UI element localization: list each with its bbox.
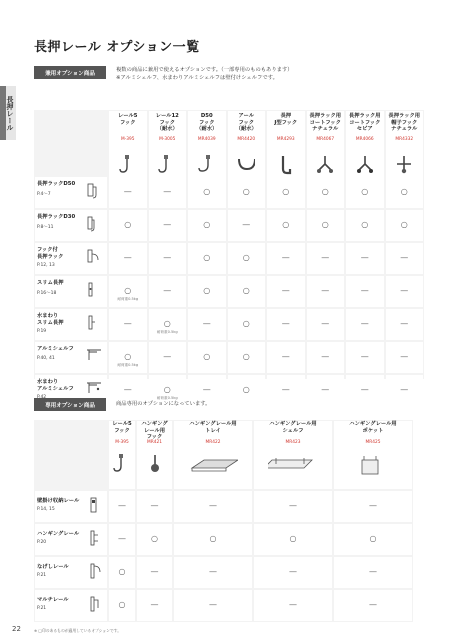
product-code: MR4067 [316, 137, 335, 142]
row-name: 長押ラックD30 [37, 214, 76, 220]
compat-mark: — [209, 501, 217, 510]
row-page-ref: P.20 [37, 540, 47, 545]
row-name: 水まわり アルミシェルフ [37, 379, 74, 392]
compat-mark: — [150, 567, 159, 576]
rail-product-icon [88, 595, 102, 615]
product-code: MR425 [365, 440, 381, 445]
compat-mark: — [321, 286, 330, 295]
product-code: MR4332 [395, 137, 414, 142]
column-name: 長押 J型フック [274, 113, 298, 126]
compat-mark: — [281, 253, 290, 262]
row-name: ハンギングレール [37, 531, 80, 537]
hook-product-icon [119, 155, 137, 175]
hook-product-icon [316, 155, 334, 175]
compat-mark: ○ [321, 187, 329, 196]
hook-product-icon [158, 155, 176, 175]
product-code: MR4066 [355, 137, 374, 142]
column-name: 長押ラック用 帽子フック ナチュラル [388, 113, 421, 132]
section1-desc-line1: 複数の商品に兼用で使えるオプションです。（一部専用のものもあります） [116, 67, 293, 73]
option-product-icon [348, 454, 398, 478]
column-name: アール フック （耐水） [235, 113, 257, 132]
row-name: マルチレール [37, 597, 69, 603]
row-name: 水まわり スリム長押 [37, 313, 64, 326]
load-note: 耐荷重0.5kg [156, 396, 178, 400]
compat-mark: ○ [203, 253, 211, 262]
compat-mark: ○ [282, 187, 290, 196]
compat-mark: ○ [203, 352, 211, 361]
row-name: フック付 長押ラック [37, 247, 64, 260]
product-code: MR423 [285, 440, 301, 445]
rail-product-icon [86, 314, 104, 332]
compat-mark: — [289, 600, 297, 609]
compat-mark: ○ [163, 385, 171, 394]
compat-mark: ○ [242, 253, 250, 262]
product-code: MR4039 [197, 137, 216, 142]
compat-mark: — [321, 385, 330, 394]
section2-desc: 商品専用のオプションになっています。 [116, 401, 211, 407]
compat-mark: — [321, 352, 330, 361]
compat-mark: — [360, 253, 369, 262]
rail-product-icon [86, 281, 104, 299]
compat-mark: ○ [400, 187, 408, 196]
compat-mark: — [400, 253, 409, 262]
row-page-ref: P.12, 13 [37, 263, 55, 268]
footnote: ※ □印のあるものが適用しているオプションです。 [34, 628, 122, 633]
row-name: スリム長押 [37, 280, 64, 286]
compat-mark: — [289, 567, 297, 576]
product-code: M-395 [121, 137, 135, 142]
compat-mark: — [150, 600, 159, 609]
load-note: 耐荷重0.5kg [117, 363, 139, 367]
compat-mark: ○ [282, 220, 290, 229]
row-page-ref: P.21 [37, 573, 47, 578]
compat-mark: ○ [203, 220, 211, 229]
compat-mark: — [242, 220, 251, 229]
product-code: MR4293 [276, 137, 295, 142]
compat-mark: ○ [369, 534, 377, 543]
compat-mark: ○ [242, 319, 250, 328]
compat-mark: — [281, 319, 290, 328]
compat-mark: — [369, 600, 377, 609]
rail-product-icon [88, 529, 102, 549]
compat-mark: — [163, 253, 172, 262]
compat-mark: ○ [203, 187, 211, 196]
row-page-ref: P.40, 41 [37, 356, 55, 361]
compat-mark: — [202, 385, 211, 394]
compat-mark: ○ [124, 286, 132, 295]
compat-mark: ○ [321, 220, 329, 229]
compat-mark: ○ [242, 286, 250, 295]
rail-product-icon [86, 182, 104, 200]
compat-mark: — [321, 319, 330, 328]
column-name: ハンギングレール用 トレイ [189, 421, 237, 434]
compat-mark: — [281, 352, 290, 361]
row-page-ref: P.19 [37, 329, 47, 334]
compat-mark: — [123, 319, 132, 328]
option-product-icon [268, 454, 318, 478]
option-product-icon [113, 454, 131, 478]
column-name: 長押ラック用 コートフック ナチュラル [309, 113, 342, 132]
compat-mark: — [400, 385, 409, 394]
hook-product-icon [237, 155, 255, 175]
section1-label: 兼用オプション商品 [34, 66, 106, 79]
column-name: D50 フック （耐水） [196, 113, 218, 132]
compat-mark: — [123, 253, 132, 262]
compat-mark: — [321, 253, 330, 262]
side-tab-marker [0, 86, 6, 140]
rail-product-icon [86, 248, 104, 266]
section2-label: 専用オプション商品 [34, 398, 106, 411]
compat-mark: — [202, 319, 211, 328]
column-name: ハンギングレール用 シェルフ [269, 421, 317, 434]
compat-mark: ○ [124, 352, 132, 361]
page-title: 長押レール オプション一覧 [34, 40, 200, 55]
compat-mark: — [163, 220, 172, 229]
row-page-ref: P.4〜7 [37, 192, 51, 197]
compat-mark: — [400, 319, 409, 328]
row-name: なげしレール [37, 564, 69, 570]
compat-mark: ○ [203, 286, 211, 295]
compat-mark: ○ [242, 352, 250, 361]
compat-mark: — [360, 286, 369, 295]
compat-mark: — [400, 352, 409, 361]
compat-mark: — [369, 501, 377, 510]
row-page-ref: P.8〜11 [37, 225, 54, 230]
section1-desc [116, 66, 293, 82]
hook-product-icon [356, 155, 374, 175]
compat-mark: — [209, 600, 217, 609]
rail-product-icon [86, 215, 104, 233]
hook-product-icon [277, 155, 295, 175]
compat-mark: ○ [289, 534, 297, 543]
hook-product-icon [395, 155, 413, 175]
row-name: 壁掛け収納レール [37, 498, 80, 504]
row-name: 長押ラックD50 [37, 181, 76, 187]
compat-mark: — [281, 286, 290, 295]
compat-mark: ○ [118, 567, 126, 576]
compat-mark: ○ [163, 319, 171, 328]
compat-mark: — [150, 501, 159, 510]
compat-mark: — [209, 567, 217, 576]
option-product-icon [146, 454, 164, 478]
rail-product-icon [86, 347, 104, 365]
column-name: ハンギングレール用 ポケット [349, 421, 397, 434]
compat-mark: ○ [242, 187, 250, 196]
compat-mark: — [118, 501, 126, 510]
rail-product-icon [86, 380, 104, 398]
compat-mark: — [360, 319, 369, 328]
option-product-icon [188, 454, 238, 478]
compat-mark: — [163, 352, 172, 361]
compat-mark: ○ [118, 600, 126, 609]
compat-mark: — [360, 385, 369, 394]
row-page-ref: P.16〜18 [37, 291, 57, 296]
product-code: MR4420 [237, 137, 256, 142]
column-name: 長押ラック用 コートフック セピア [348, 113, 381, 132]
compat-mark: ○ [209, 534, 217, 543]
side-tab-label: 長押レール [6, 95, 14, 131]
compat-mark: ○ [361, 220, 369, 229]
rail-product-icon [88, 496, 102, 516]
product-code: MR422 [205, 440, 221, 445]
compat-mark: — [123, 187, 132, 196]
column-name: レール5 フック [118, 113, 138, 126]
compat-mark: — [289, 501, 297, 510]
product-code: MR421 [147, 440, 162, 445]
compat-mark: — [281, 385, 290, 394]
row-page-ref: P.21 [37, 606, 47, 611]
load-note: 耐荷重0.5kg [156, 330, 178, 334]
product-code: M-3005 [159, 137, 176, 142]
load-note: 耐荷重0.5kg [117, 297, 139, 301]
compat-mark: ○ [361, 187, 369, 196]
compat-mark: ○ [151, 534, 158, 543]
column-name: レール5 フック [112, 421, 132, 434]
rail-product-icon [88, 562, 102, 582]
product-code: M-395 [115, 440, 129, 445]
compat-mark: — [118, 534, 126, 543]
hook-product-icon [198, 155, 216, 175]
page-number: 22 [12, 625, 21, 633]
compat-mark: — [123, 385, 132, 394]
section1-desc-line2: ※アルミシェルフ、水まわりアルミシェルフは壁付けシェルフです。 [116, 75, 278, 81]
row-page-ref: P.14, 15 [37, 507, 55, 512]
column-name: レール12 フック （耐水） [155, 113, 179, 132]
compat-mark: ○ [124, 220, 132, 229]
compat-mark: — [360, 352, 369, 361]
compat-mark: — [400, 286, 409, 295]
row-name: アルミシェルフ [37, 346, 74, 352]
compat-mark: ○ [242, 385, 250, 394]
compat-mark: — [369, 567, 377, 576]
compat-mark: ○ [400, 220, 408, 229]
compat-mark: — [163, 286, 172, 295]
compat-mark: — [163, 187, 172, 196]
column-name: ハンギング レール用 フック [141, 421, 168, 440]
